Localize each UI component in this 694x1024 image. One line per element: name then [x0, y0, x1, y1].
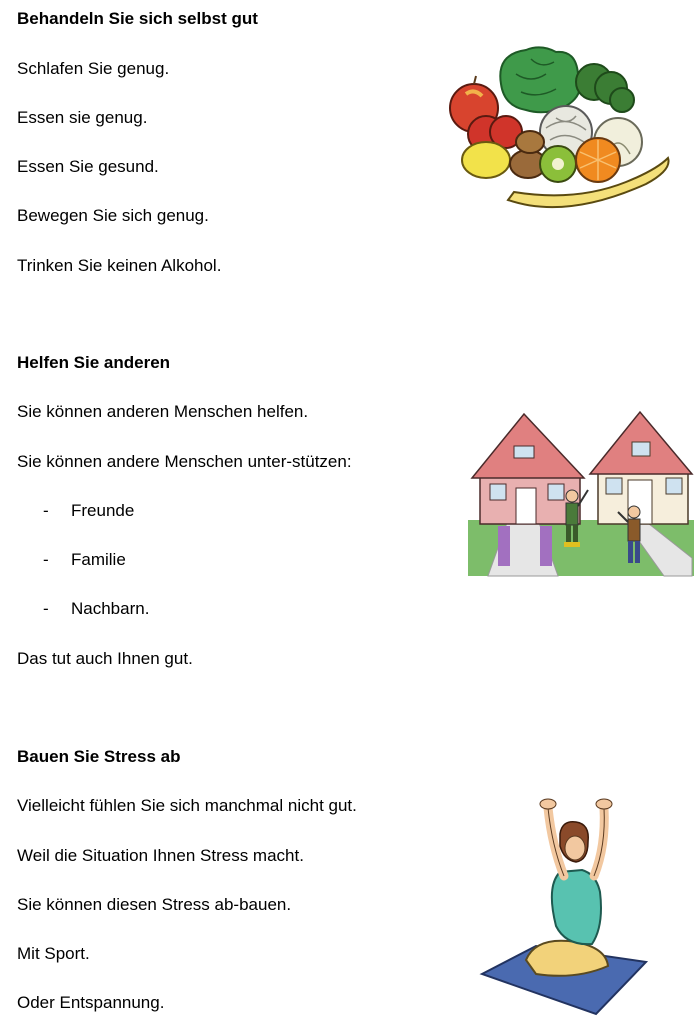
section-heading-self-care: Behandeln Sie sich selbst gut	[17, 9, 258, 28]
woman-yoga-mat-illustration	[476, 796, 652, 1018]
text-line: Sie können diesen Stress ab-bauen.	[17, 895, 292, 914]
text-line: Trinken Sie keinen Alkohol.	[17, 256, 222, 275]
text-line: Vielleicht fühlen Sie sich manchmal nicht gut.	[17, 796, 357, 815]
text-line: Sie können andere Menschen unter-stützen:	[17, 452, 352, 471]
neighbors-houses-illustration	[468, 408, 694, 578]
text-line: Oder Entspannung.	[17, 993, 165, 1012]
text-line: Bewegen Sie sich genug.	[17, 206, 209, 225]
section-heading-help-others: Helfen Sie anderen	[17, 353, 171, 372]
text-line: Essen Sie gesund.	[17, 157, 159, 176]
bullet-marker: -	[43, 599, 49, 618]
bullet-marker: -	[43, 501, 49, 520]
bullet-item: Freunde	[71, 501, 135, 520]
bullet-item: Nachbarn.	[71, 599, 150, 618]
text-line: Schlafen Sie genug.	[17, 59, 170, 78]
text-line: Mit Sport.	[17, 944, 90, 963]
text-line: Das tut auch Ihnen gut.	[17, 649, 193, 668]
text-line: Essen sie genug.	[17, 108, 148, 127]
text-line: Weil die Situation Ihnen Stress macht.	[17, 846, 304, 865]
bullet-item: Familie	[71, 550, 126, 569]
text-line: Sie können anderen Menschen helfen.	[17, 402, 309, 421]
bullet-marker: -	[43, 550, 49, 569]
section-heading-reduce-stress: Bauen Sie Stress ab	[17, 747, 181, 766]
fruit-and-vegetables-illustration	[446, 44, 676, 224]
